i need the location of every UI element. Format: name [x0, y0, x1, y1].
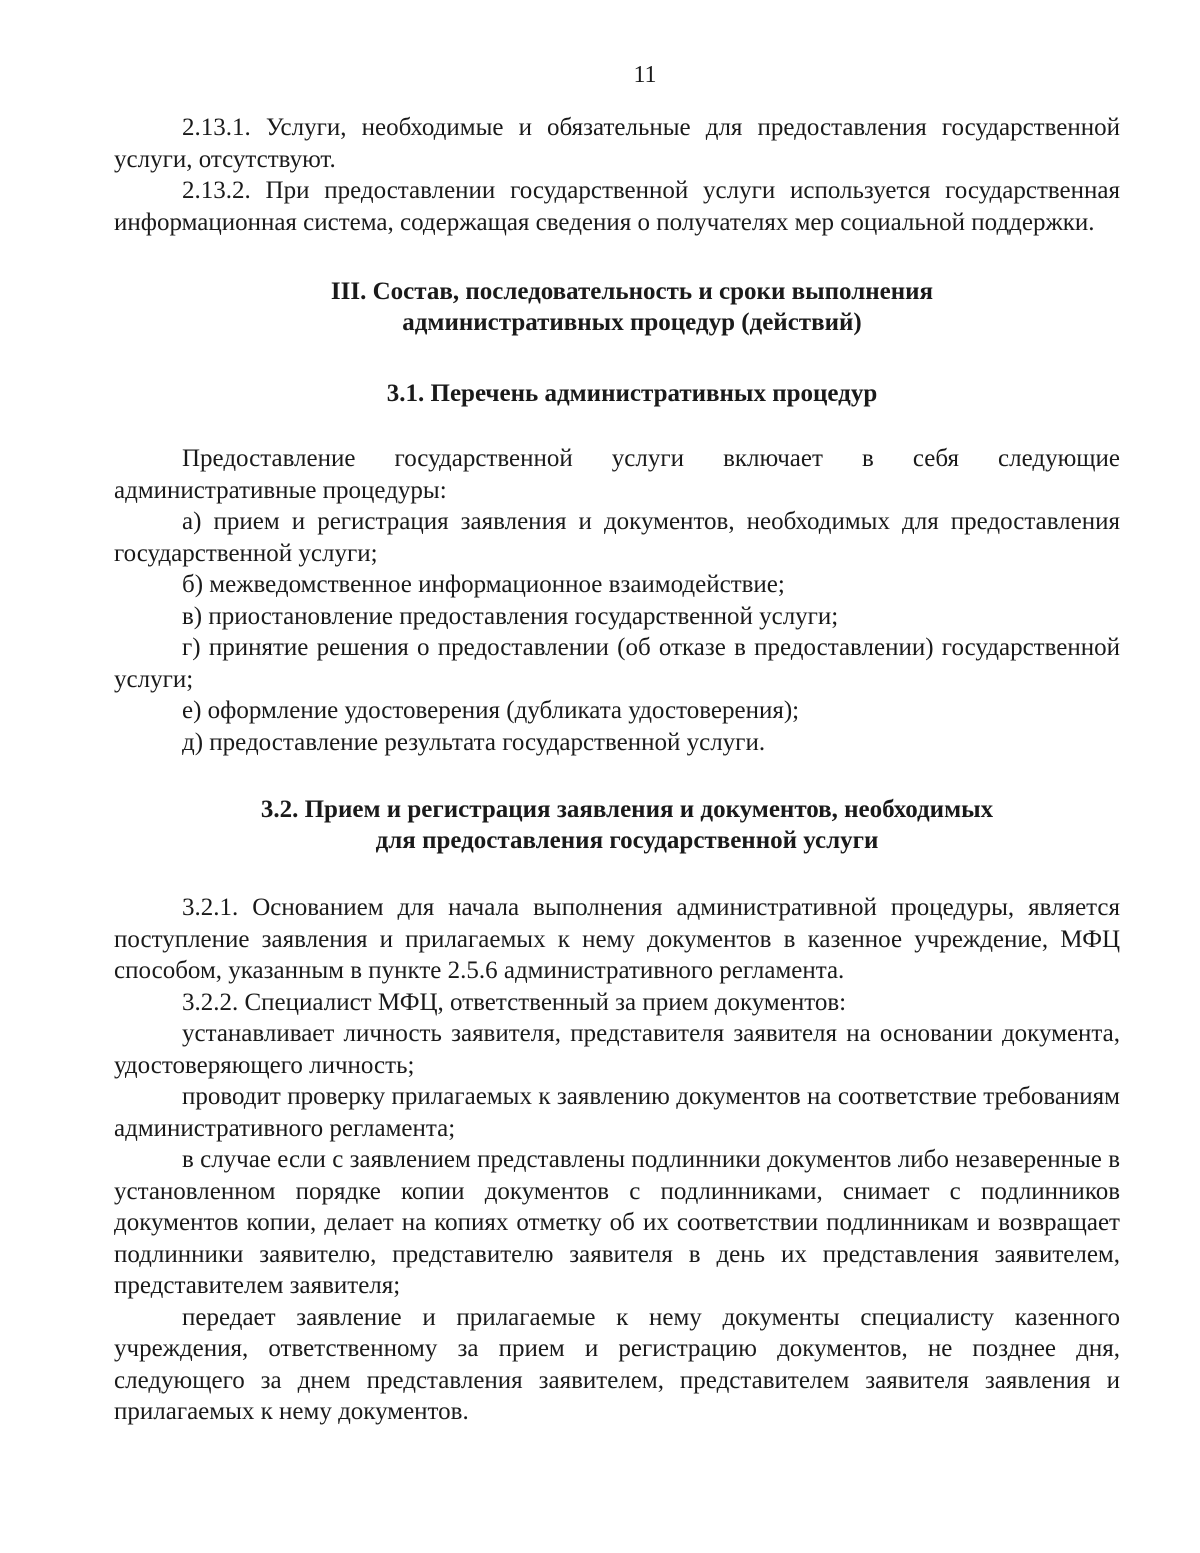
page-number: 11 — [633, 62, 657, 88]
procedure-item-a: а) прием и регистрация заявления и документов, необходимых для предоставления государственной услуги; — [114, 508, 1120, 567]
paragraph-3-2-1: 3.2.1. Основанием для начала выполнения административной процедуры, является поступление заявления и прилагаемых к нему документов в казенное учреждение, МФЦ способом, указанным в пункте 2.5.6 административного регламента. — [114, 894, 1120, 984]
section-title-line2: административных процедур (действий) — [402, 309, 862, 336]
procedure-item-e: е) оформление удостоверения (дубликата удостоверения); — [182, 697, 800, 724]
duty-identify-applicant: устанавливает личность заявителя, представителя заявителя на основании документа, удостоверяющего личность; — [114, 1020, 1120, 1079]
subsection-3-2-title — [114, 794, 1120, 856]
duty-transfer-documents: передает заявление и прилагаемые к нему документы специалисту казенного учреждения, ответственному за прием и регистрацию документов, не позднее дня, следующего за днем представления заявителем, представителем заявителя заявления и прилагаемых к нему документов. — [114, 1303, 1120, 1425]
subsection-3-1-title: 3.1. Перечень административных процедур — [386, 380, 878, 407]
paragraph-2-13-1: 2.13.1. Услуги, необходимые и обязательные для предоставления государственной услуги, отсутствуют. — [114, 114, 1120, 173]
section-title — [114, 276, 1120, 338]
procedure-item-g: г) принятие решения о предоставлении (об отказе в предоставлении) государственной услуги; — [114, 634, 1120, 693]
procedure-item-d: д) предоставление результата государственной услуги. — [182, 728, 766, 756]
duty-check-documents: проводит проверку прилагаемых к заявлению документов на соответствие требованиям административного регламента; — [114, 1083, 1120, 1142]
procedure-item-v: в) приостановление предоставления государственной услуги; — [182, 602, 839, 630]
procedure-item-b: б) межведомственное информационное взаимодействие; — [182, 571, 785, 598]
paragraph-2-13-2: 2.13.2. При предоставлении государственной услуги используется государственная информационная система, содержащая сведения о получателях мер социальной поддержки. — [114, 177, 1120, 236]
section-title-line1: III. Состав, последовательность и сроки выполнения — [330, 278, 934, 305]
duty-copy-originals: в случае если с заявлением представлены подлинники документов либо незаверенные в установленном порядке копии документов с подлинниками, снимает с подлинников документов копии, делает на копиях отметку об их соответствии подлинникам и возвращает подлинники заявителю, представителю заявителя в день их представления заявителем, представителем заявителя; — [114, 1146, 1120, 1299]
subsection-3-2-title-line2: для предоставления государственной услуги — [375, 827, 879, 854]
document-body — [114, 112, 1120, 1428]
subsection-3-1-intro: Предоставление государственной услуги включает в себя следующие административные процедуры: — [114, 445, 1120, 504]
paragraph-3-2-2: 3.2.2. Специалист МФЦ, ответственный за прием документов: — [182, 988, 847, 1016]
subsection-3-2-title-line1: 3.2. Прием и регистрация заявления и документов, необходимых — [260, 796, 994, 823]
